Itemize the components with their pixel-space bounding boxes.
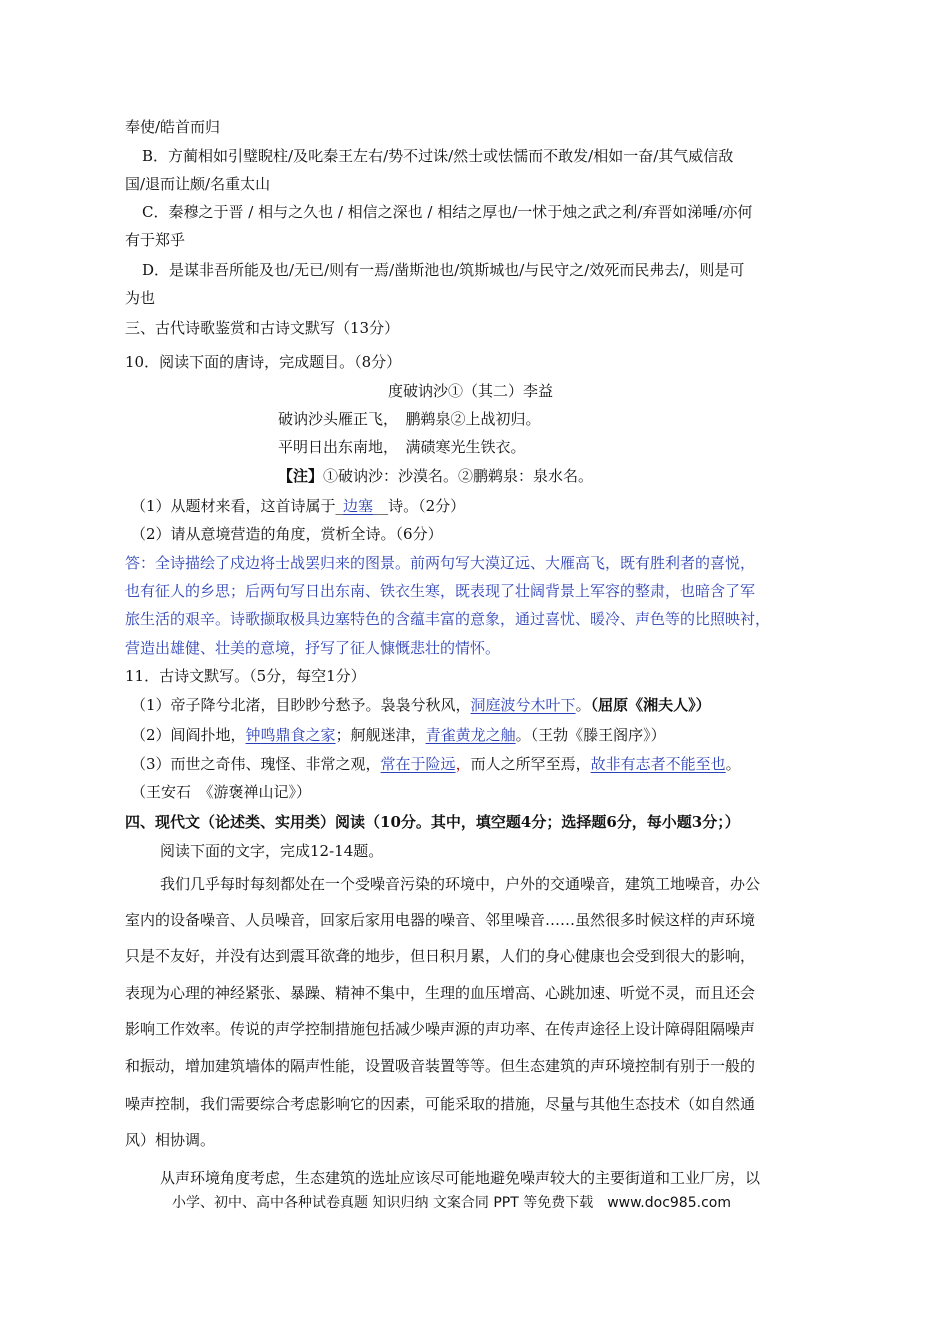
passage-line: 只是不友好，并没有达到震耳欲聋的地步，但日积月累，人们的身心健康也会受到很大的影响， — [125, 947, 756, 965]
q11-sub1 — [131, 695, 711, 715]
q10-answer-line1: 答：全诗描绘了戍边将士战罢归来的图景。前两句写大漠辽远、大雁高飞，既有胜利者的喜悦， — [125, 554, 756, 572]
q9-option-c-line2: 有于郑乎 — [125, 231, 186, 249]
q11-sub3-pre: （3）而世之奇伟、瑰怪、非常之观， — [131, 755, 381, 773]
q9-option-d-line1: D．是谋非吾所能及也/无已/则有一焉/凿斯池也/筑斯城也/与民守之/效死而民弗去/，则是可 — [142, 261, 745, 279]
poem-line-2: 平明日出东南地， 满碛寒光生铁衣。 — [278, 438, 526, 456]
q11-sub3-comma: ， — [455, 755, 471, 773]
q10-sub2: （2）请从意境营造的角度，赏析全诗。（6分） — [131, 525, 443, 543]
q10-answer-line2: 也有征人的乡思；后两句写日出东南、铁衣生寒，既表现了壮阔背景上军容的整肃，也暗含了军 — [125, 582, 756, 600]
q9-option-d-line2: 为也 — [125, 289, 156, 307]
q11-sub3 — [131, 754, 741, 774]
q11-sub2-answer1: 钟鸣鼎食之家 — [245, 726, 336, 744]
passage-line: 噪声控制，我们需要综合考虑影响它的因素，可能采取的措施，尽量与其他生态技术（如自然通 — [125, 1095, 756, 1113]
passage-line: 室内的设备噪音、人员噪音，回家后家用电器的噪音、邻里噪音……虽然很多时候这样的声环境 — [125, 911, 756, 929]
passage-line: 和振动，增加建筑墙体的隔声性能，设置吸音装置等等。但生态建筑的声环境控制有别于一般的 — [125, 1057, 756, 1075]
note-mark: 【注】 — [278, 467, 324, 485]
q11-sub2-mid: ；舸舰迷津， — [335, 726, 426, 744]
poem-note — [278, 466, 593, 486]
q10-stem: 10．阅读下面的唐诗，完成题目。（8分） — [125, 353, 402, 371]
section4-heading: 四、现代文（论述类、实用类）阅读（10分。其中，填空题4分；选择题6分，每小题3分；） — [125, 813, 740, 831]
page-footer: 小学、初中、高中各种试卷真题 知识归纳 文案合同 PPT 等免费下载 www.doc985.com — [172, 1195, 731, 1211]
q11-sub3-answer1: 常在于险远 — [380, 755, 456, 773]
reading-instruction: 阅读下面的文字，完成12-14题。 — [160, 842, 384, 860]
passage-line: 影响工作效率。传说的声学控制措施包括减少噪声源的声功率、在传声途径上设计障碍阻隔噪声 — [125, 1020, 756, 1038]
q11-sub3-mid: 而人之所罕至焉， — [470, 755, 591, 773]
q10-answer-line3: 旅生活的艰辛。诗歌撷取极具边塞特色的含蕴丰富的意象，通过喜忧、暖冷、声色等的比照映衬， — [125, 610, 771, 628]
q11-sub1-punct: 。 — [575, 696, 591, 714]
q11-sub2-source: 。（王勃《滕王阁序》） — [515, 726, 666, 744]
q11-sub2-pre: （2）闾阎扑地， — [131, 726, 246, 744]
q10-sub1-pre: （1）从题材来看，这首诗属于_ — [131, 497, 344, 515]
q11-sub1-answer: 洞庭波兮木叶下 — [470, 696, 576, 714]
poem-title: 度破讷沙①（其二）李益 — [388, 382, 554, 400]
q11-sub2-answer2: 青雀黄龙之舳 — [425, 726, 516, 744]
q10-sub1-post: __诗。（2分） — [373, 497, 466, 515]
q9-option-a-tail: 奉使/皓首而归 — [125, 118, 221, 136]
q11-sub2 — [131, 725, 666, 745]
q10-sub1-answer: 边塞 — [343, 497, 374, 515]
q10-sub1 — [131, 496, 465, 516]
section3-heading: 三、古代诗歌鉴赏和古诗文默写（13分） — [125, 319, 400, 337]
q11-sub3-answer2: 故非有志者不能至也 — [590, 755, 726, 773]
q11-stem: 11．古诗文默写。（5分，每空1分） — [125, 667, 366, 685]
q10-answer-line4: 营造出雄健、壮美的意境，抒写了征人慷慨悲壮的情怀。 — [125, 639, 501, 657]
note-text: ①破讷沙：沙漠名。②鹏鹈泉：泉水名。 — [323, 467, 594, 485]
q9-option-b-line2: 国/退而让颇/名重太山 — [125, 175, 271, 193]
passage-line: 表现为心理的神经紧张、暴躁、精神不集中，生理的血压增高、心跳加速、听觉不灵，而且还会 — [125, 984, 756, 1002]
passage2-first-line: 从声环境角度考虑，生态建筑的选址应该尽可能地避免噪声较大的主要街道和工业厂房，以 — [160, 1169, 761, 1187]
q9-option-c-line1: C．秦穆之于晋 / 相与之久也 / 相信之深也 / 相结之厚也/一怵于烛之武之利/弃晋如涕唾/亦何 — [142, 203, 753, 221]
q9-option-b-line1: B．方蔺相如引璧睨柱/及叱秦王左右/势不过诛/然士或怯懦而不敢发/相如一奋/其气威信敌 — [142, 147, 734, 165]
q11-sub1-pre: （1）帝子降兮北渚，目眇眇兮愁予。袅袅兮秋风， — [131, 696, 471, 714]
q11-sub3-end: 。 — [725, 755, 741, 773]
poem-line-1: 破讷沙头雁正飞， 鹏鹈泉②上战初归。 — [278, 410, 541, 428]
passage-line: 风）相协调。 — [125, 1131, 216, 1149]
passage-line: 我们几乎每时每刻都处在一个受噪音污染的环境中，户外的交通噪音，建筑工地噪音，办公 — [160, 875, 761, 893]
q11-sub3-source: （王安石 《游褒禅山记》） — [131, 783, 312, 801]
q11-sub1-source: （屈原《湘夫人》） — [590, 696, 711, 714]
